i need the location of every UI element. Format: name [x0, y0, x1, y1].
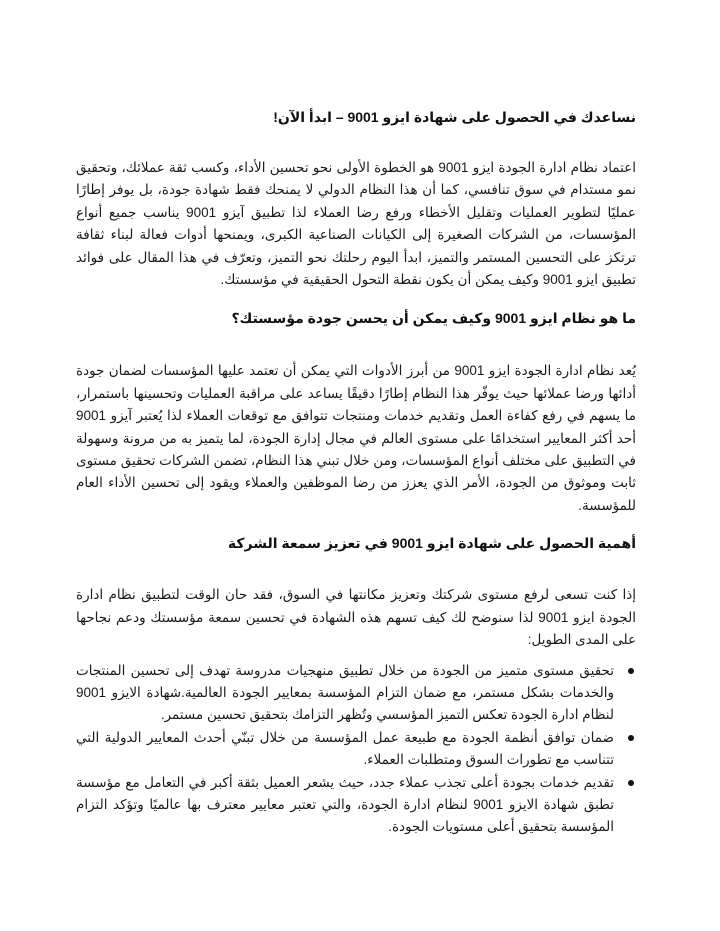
list-item: [76, 660, 614, 727]
importance-paragraph: إذا كنت تسعى لرفع مستوى شركتك وتعزيز مكانتها في السوق، فقد حان الوقت لتطبيق نظام ادارة الجودة ايزو 9001 لذا سنوضح لك كيف تسهم هذه الشهادة في تحسين سمعة مؤسستك ودعم نجاحها على المدى الطويل:: [76, 587, 636, 648]
list-item: [76, 727, 614, 772]
heading-start-now: نساعدك في الحصول على شهادة ايزو 9001 – ابدأ الآن!: [273, 109, 636, 125]
heading-what-is-iso: ما هو نظام ايزو 9001 وكيف يمكن أن يحسن جودة مؤسستك؟: [231, 310, 636, 327]
list-item-text: ضمان توافق أنظمة الجودة مع طبيعة عمل المؤسسة من خلال تبنّي أحدث المعايير الدولية التي تتناسب مع تطورات السوق ومتطلبات العملاء.: [76, 729, 614, 768]
list-item-text: تقديم خدمات بجودة أعلى تجذب عملاء جدد، حيث يشعر العميل بثقة أكبر في التعامل مع مؤسسة تطبق شهادة الايزو 9001 لنظام ادارة الجودة، والتي تعتبر معايير معترف بها عالميًا وتؤكد التزام المؤسسة بتحقيق أعلى مستويات الجودة.: [76, 774, 614, 835]
list-item: [76, 772, 614, 839]
bullet-icon: [628, 735, 634, 741]
intro-paragraph: اعتماد نظام ادارة الجودة ايزو 9001 هو الخطوة الأولى نحو تحسين الأداء، وكسب ثقة عملائك، وتحقيق نمو مستدام في سوق تنافسي، كما أن هذا النظام الدولي لا يمنحك فقط شهادة جودة، بل يوفر إطارًا عمليًا لتطوير العمليات وتقليل الأخطاء ورفع رضا العملاء لذا تطبيق آيزو 9001 يناسب جميع أنواع المؤسسات، من الشركات الصغيرة إلى الكيانات الصناعية الكبرى، ويمنحها أدوات فعالة لبناء ثقافة ترتكز على التحسين المستمر والتميز، ابدأ اليوم رحلتك نحو التميز، وتعرّف في هذا المقال على فوائد تطبيق ايزو 9001 وكيف يمكن أن يكون نقطة التحول الحقيقية في مؤسستك.: [76, 160, 636, 288]
list-item-text: تحقيق مستوى متميز من الجودة من خلال تطبيق منهجيات مدروسة تهدف إلى تحسين المنتجات والخدمات بشكل مستمر، مع ضمان التزام المؤسسة بمعايير الجودة العالمية.شهادة الايزو 9001 لنظام ادارة الجودة تعكس التميز المؤسسي وتُظهر التزامك بتحقيق تحسين مستمر.: [76, 662, 614, 723]
benefits-list: [76, 660, 636, 839]
bullet-icon: [628, 668, 634, 674]
iso-definition-paragraph: يُعد نظام ادارة الجودة ايزو 9001 من أبرز الأدوات التي يمكن أن تعتمد عليها المؤسسات لضمان جودة أدائها ورضا عملائها حيث يوفّر هذا النظام إطارًا دقيقًا يساعد على مراقبة العمليات وتحسينها باستمرار، ما يسهم في رفع كفاءة العمل وتقديم خدمات ومنتجات تتوافق مع توقعات العملاء لذا يُعتبر آيزو 9001 أحد أكثر المعايير استخدامًا على مستوى العالم في مجال إدارة الجودة، لما يتميز به من مرونة وسهولة في التطبيق على مختلف أنواع المؤسسات، ومن خلال تبني هذا النظام، تضمن الشركات تحقيق مستوى ثابت وموثوق من الجودة، الأمر الذي يعزز من رضا الموظفين والعملاء ويقود إلى تحسين الأداء العام للمؤسسة.: [76, 363, 636, 513]
bullet-icon: [628, 780, 634, 786]
heading-importance: أهمية الحصول على شهادة ايزو 9001 في تعزيز سمعة الشركة: [227, 535, 636, 552]
